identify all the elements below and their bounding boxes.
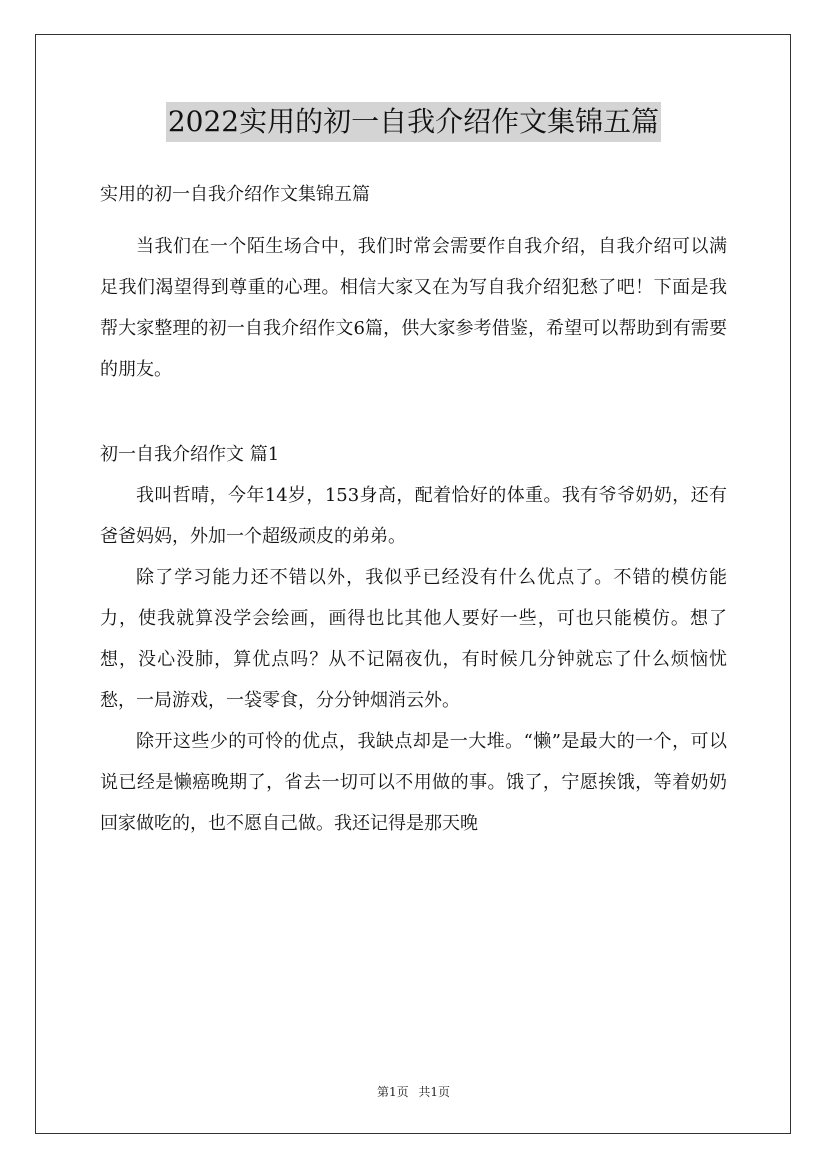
- document-body: [100, 174, 727, 844]
- body-paragraph-1: 我叫哲晴，今年14岁，153身高，配着恰好的体重。我有爷爷奶奶，还有爸爸妈妈，外加一个超级顽皮的弟弟。: [100, 485, 727, 547]
- intro-paragraph: 当我们在一个陌生场合中，我们时常会需要作自我介绍，自我介绍可以满足我们渴望得到尊重的心理。相信大家又在为写自我介绍犯愁了吧！下面是我帮大家整理的初一自我介绍作文6篇，供大家参考借鉴，希望可以帮助到有需要的朋友。: [100, 236, 727, 380]
- body-paragraph-2: 除了学习能力还不错以外，我似乎已经没有什么优点了。不错的模仿能力，使我就算没学会绘画，画得也比其他人要好一些，可也只能模仿。想了想，没心没肺，算优点吗？从不记隔夜仇，有时候几分钟就忘了什么烦恼忧愁，一局游戏，一袋零食，分分钟烟消云外。: [100, 567, 727, 711]
- page-footer: [0, 1083, 827, 1101]
- section-heading: 初一自我介绍作文 篇1: [100, 444, 280, 465]
- title-wrapper: [0, 102, 827, 142]
- page-number: 第1页: [376, 1085, 409, 1099]
- document-subtitle: 实用的初一自我介绍作文集锦五篇: [100, 184, 370, 205]
- total-pages: 共1页: [418, 1085, 451, 1099]
- body-paragraph-3: 除开这些少的可怜的优点，我缺点却是一大堆。“懒”是最大的一个，可以说已经是懒癌晚期了，省去一切可以不用做的事。饿了，宁愿挨饿，等着奶奶回家做吃的，也不愿自己做。我还记得是那天晚: [100, 731, 727, 834]
- document-title: 2022实用的初一自我介绍作文集锦五篇: [166, 102, 661, 142]
